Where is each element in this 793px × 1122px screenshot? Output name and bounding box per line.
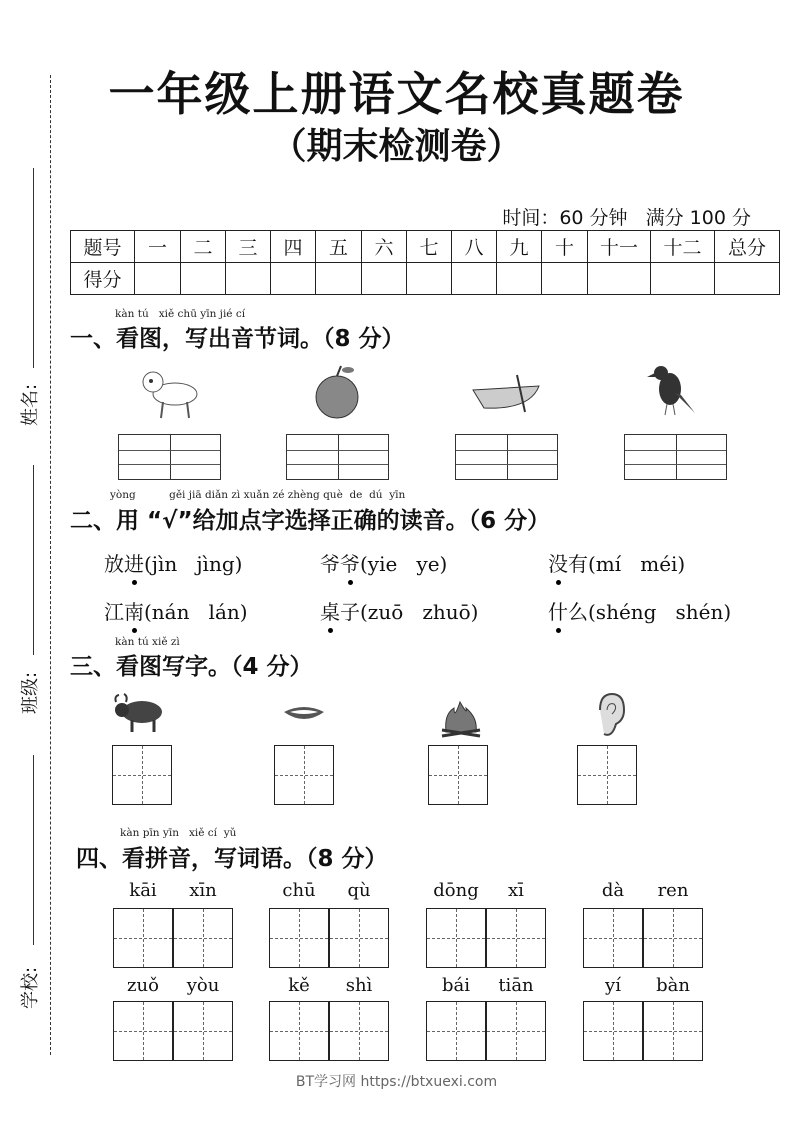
score-header-cell: 一 <box>135 231 181 263</box>
dotted-character: 南 <box>124 596 144 625</box>
character-writing-box[interactable] <box>643 1001 703 1061</box>
word-pinyin: yí <box>605 975 621 996</box>
mouth-image <box>282 702 326 726</box>
footer-watermark: BT学习网 https://btxuexi.com <box>295 1074 498 1090</box>
pinyin-writing-grid[interactable] <box>118 434 221 480</box>
goat-image <box>135 362 205 422</box>
name-line <box>33 168 34 368</box>
word-pinyin: bàn <box>656 975 690 996</box>
score-input-cell[interactable] <box>316 263 362 295</box>
page-title: 一年级上册语文名校真题卷 <box>108 67 685 121</box>
pinyin-writing-grid[interactable] <box>624 434 727 480</box>
character-writing-box[interactable] <box>274 745 334 805</box>
reading-choice-item <box>548 548 685 577</box>
word-pinyin: zuǒ <box>127 975 159 996</box>
dotted-character: 没 <box>548 548 568 577</box>
word-text: 江 <box>104 600 124 624</box>
word-pinyin: bái <box>441 975 470 996</box>
word-pinyin: dōng <box>433 880 479 901</box>
score-header-cell: 十一 <box>588 231 651 263</box>
word-pinyin: qù <box>347 880 371 901</box>
section3-heading: 三、看图写字。（4 分） <box>70 654 313 680</box>
grid-line <box>625 464 726 465</box>
pinyin-options[interactable]: (nán lán) <box>144 600 248 624</box>
score-input-cell[interactable] <box>271 263 316 295</box>
dotted-character: 桌 <box>320 596 340 625</box>
dotted-character: 进 <box>124 548 144 577</box>
character-writing-box[interactable] <box>269 908 329 968</box>
score-input-cell[interactable] <box>497 263 542 295</box>
word-pinyin: kāi <box>129 880 157 901</box>
fire-image <box>438 698 484 740</box>
word-pinyin: ren <box>657 880 689 901</box>
word-text: 么 <box>568 600 588 624</box>
score-table-row <box>71 263 780 295</box>
score-input-cell[interactable] <box>181 263 226 295</box>
character-writing-box[interactable] <box>113 1001 173 1061</box>
character-writing-box[interactable] <box>426 1001 486 1061</box>
section4-heading: 四、看拼音，写词语。（8 分） <box>76 846 388 872</box>
name-label: 姓名: <box>20 383 42 427</box>
grid-line <box>287 464 388 465</box>
section3-pinyin: kàn tú xiě zì <box>115 636 180 648</box>
score-header-cell: 五 <box>316 231 362 263</box>
score-input-cell[interactable] <box>135 263 181 295</box>
word-pinyin: yòu <box>186 975 220 996</box>
reading-choice-item <box>320 596 478 625</box>
score-row-label: 得分 <box>71 263 135 295</box>
character-writing-box[interactable] <box>577 745 637 805</box>
ox-image <box>110 690 170 735</box>
pinyin-options[interactable]: (mí méi) <box>588 552 686 576</box>
class-label: 班级: <box>20 671 42 715</box>
word-pinyin: chū <box>282 880 316 901</box>
character-writing-box[interactable] <box>329 1001 389 1061</box>
page-subtitle: （期末检测卷） <box>270 126 523 167</box>
pinyin-options[interactable]: (jìn jìng) <box>144 552 243 576</box>
character-writing-box[interactable] <box>583 908 643 968</box>
score-header-cell: 总分 <box>715 231 780 263</box>
character-writing-box[interactable] <box>643 908 703 968</box>
reading-choice-item <box>104 548 242 577</box>
pinyin-options[interactable]: (zuō zhuō) <box>360 600 479 624</box>
score-input-cell[interactable] <box>407 263 452 295</box>
grid-line <box>119 464 220 465</box>
grid-line <box>119 450 220 451</box>
score-header-cell: 四 <box>271 231 316 263</box>
pinyin-options[interactable]: (yie ye) <box>360 552 448 576</box>
section1-heading: 一、看图，写出音节词。（8 分） <box>70 326 405 352</box>
score-header-cell: 十二 <box>651 231 715 263</box>
grid-line <box>625 450 726 451</box>
score-input-cell[interactable] <box>542 263 588 295</box>
score-header-cell: 题号 <box>71 231 135 263</box>
grid-line <box>456 464 557 465</box>
character-writing-box[interactable] <box>173 908 233 968</box>
apple-image <box>312 364 362 422</box>
time-info: 时间：60 分钟 满分 100 分 <box>502 207 751 229</box>
score-input-cell[interactable] <box>715 263 780 295</box>
word-pinyin: dà <box>601 880 625 901</box>
score-input-cell[interactable] <box>588 263 651 295</box>
score-input-cell[interactable] <box>226 263 271 295</box>
score-input-cell[interactable] <box>452 263 497 295</box>
class-line <box>33 465 34 655</box>
score-header-cell: 九 <box>497 231 542 263</box>
school-label: 学校: <box>20 966 42 1010</box>
word-pinyin: shì <box>345 975 373 996</box>
word-pinyin: xīn <box>189 880 217 901</box>
score-table-header <box>71 231 780 263</box>
word-text: 爷 <box>320 552 340 576</box>
grid-line <box>287 450 388 451</box>
word-text: 子 <box>340 600 360 624</box>
section1-pinyin: kàn tú xiě chū yīn jié cí <box>115 308 246 320</box>
character-writing-box[interactable] <box>112 745 172 805</box>
section4-pinyin: kàn pīn yīn xiě cí yǔ <box>120 827 237 839</box>
character-writing-box[interactable] <box>113 908 173 968</box>
section2-pinyin: yòng gěi jiā diǎn zì xuǎn zé zhèng què de dú yīn <box>110 489 406 501</box>
ear-image <box>592 692 628 740</box>
binding-dashed-line <box>50 75 51 1055</box>
score-header-cell: 十 <box>542 231 588 263</box>
character-writing-box[interactable] <box>486 908 546 968</box>
score-table <box>70 230 780 295</box>
character-writing-box[interactable] <box>269 1001 329 1061</box>
dotted-character: 什 <box>548 596 568 625</box>
boat-image <box>470 372 542 414</box>
score-header-cell: 二 <box>181 231 226 263</box>
character-writing-box[interactable] <box>583 1001 643 1061</box>
word-pinyin: kě <box>288 975 310 996</box>
reading-choice-item <box>320 548 447 577</box>
score-header-cell: 八 <box>452 231 497 263</box>
character-writing-box[interactable] <box>428 745 488 805</box>
pinyin-writing-grid[interactable] <box>455 434 558 480</box>
school-line <box>33 755 34 945</box>
dotted-character: 爷 <box>340 548 360 577</box>
crow-image <box>645 363 700 419</box>
character-writing-box[interactable] <box>173 1001 233 1061</box>
section2-heading: 二、用 “√”给加点字选择正确的读音。（6 分） <box>70 508 551 534</box>
score-input-cell[interactable] <box>651 263 715 295</box>
reading-choice-item <box>104 596 248 625</box>
word-text: 放 <box>104 552 124 576</box>
character-writing-box[interactable] <box>329 908 389 968</box>
word-pinyin: xī <box>508 880 524 901</box>
score-input-cell[interactable] <box>362 263 407 295</box>
grid-line <box>456 450 557 451</box>
word-pinyin: tiān <box>498 975 534 996</box>
reading-choice-item <box>548 596 731 625</box>
score-header-cell: 三 <box>226 231 271 263</box>
pinyin-writing-grid[interactable] <box>286 434 389 480</box>
word-text: 有 <box>568 552 588 576</box>
character-writing-box[interactable] <box>486 1001 546 1061</box>
score-header-cell: 六 <box>362 231 407 263</box>
character-writing-box[interactable] <box>426 908 486 968</box>
pinyin-options[interactable]: (shéng shén) <box>588 600 732 624</box>
score-header-cell: 七 <box>407 231 452 263</box>
